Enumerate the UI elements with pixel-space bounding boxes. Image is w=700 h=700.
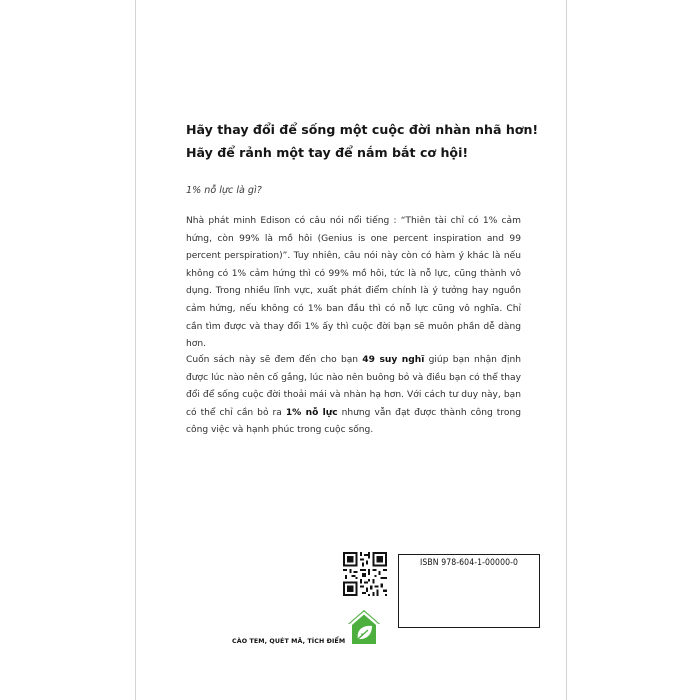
summary-text-3: nhưng vẫn đạt được thành công trong công việc và hạnh phúc trong cuộc sống.: [186, 407, 521, 436]
qr-code-icon[interactable]: [343, 552, 387, 596]
headline: [186, 118, 556, 164]
summary-bold-effort: 1% nỗ lực: [285, 407, 338, 418]
house-leaf-logo-icon: [346, 608, 382, 648]
headline-line-1: Hãy thay đổi để sống một cuộc đời nhàn nhã hơn!: [186, 122, 539, 137]
summary-bold-49-thoughts: 49 suy nghĩ: [362, 355, 425, 365]
paragraph-edison: Nhà phát minh Edison có câu nói nổi tiếng : “Thiên tài chỉ có 1% cảm hứng, còn 99% là mồ hôi (Genius is one percent inspiration and 99 percent perspiration)”. Tuy nhiên, câu nói này còn có hàm ý khác là nếu không có 1% cảm hứng thì có 99% mồ hôi, tức là nỗ lực, cũng thành vô dụng. Trong nhiều lĩnh vực, xuất phát điểm chính là ý tưởng hay nguồn cảm hứng, nếu không có 1% ban đầu thì có nỗ lực cũng vô nghĩa. Chỉ cần tìm được và thay đổi 1% ấy thì cuộc đời bạn sẽ muôn phần dễ dàng hơn.: [186, 216, 521, 350]
headline-line-2: Hãy để rảnh một tay để nắm bắt cơ hội!: [186, 145, 469, 160]
section-question: 1% nỗ lực là gì?: [186, 185, 262, 196]
summary-text-2: giúp bạn nhận định được lúc nào nên cố gắng, lúc nào nên buông bỏ và điều bạn có thể thay đổi để sống cuộc đời thoải mái và nhàn hạ hơn. Với cách tư duy này, bạn có thể chỉ cần bỏ ra: [186, 355, 521, 418]
isbn-barcode-box: [398, 554, 540, 628]
book-back-cover: [135, 0, 567, 700]
summary-text-1: Cuốn sách này sẽ đem đến cho bạn: [186, 355, 363, 365]
paragraph-book-summary: [186, 352, 521, 440]
isbn-number: ISBN 978-604-1-00000-0: [419, 558, 519, 568]
scan-promo-label: CÀO TEM, QUÉT MÃ, TÍCH ĐIỂM: [232, 638, 346, 645]
